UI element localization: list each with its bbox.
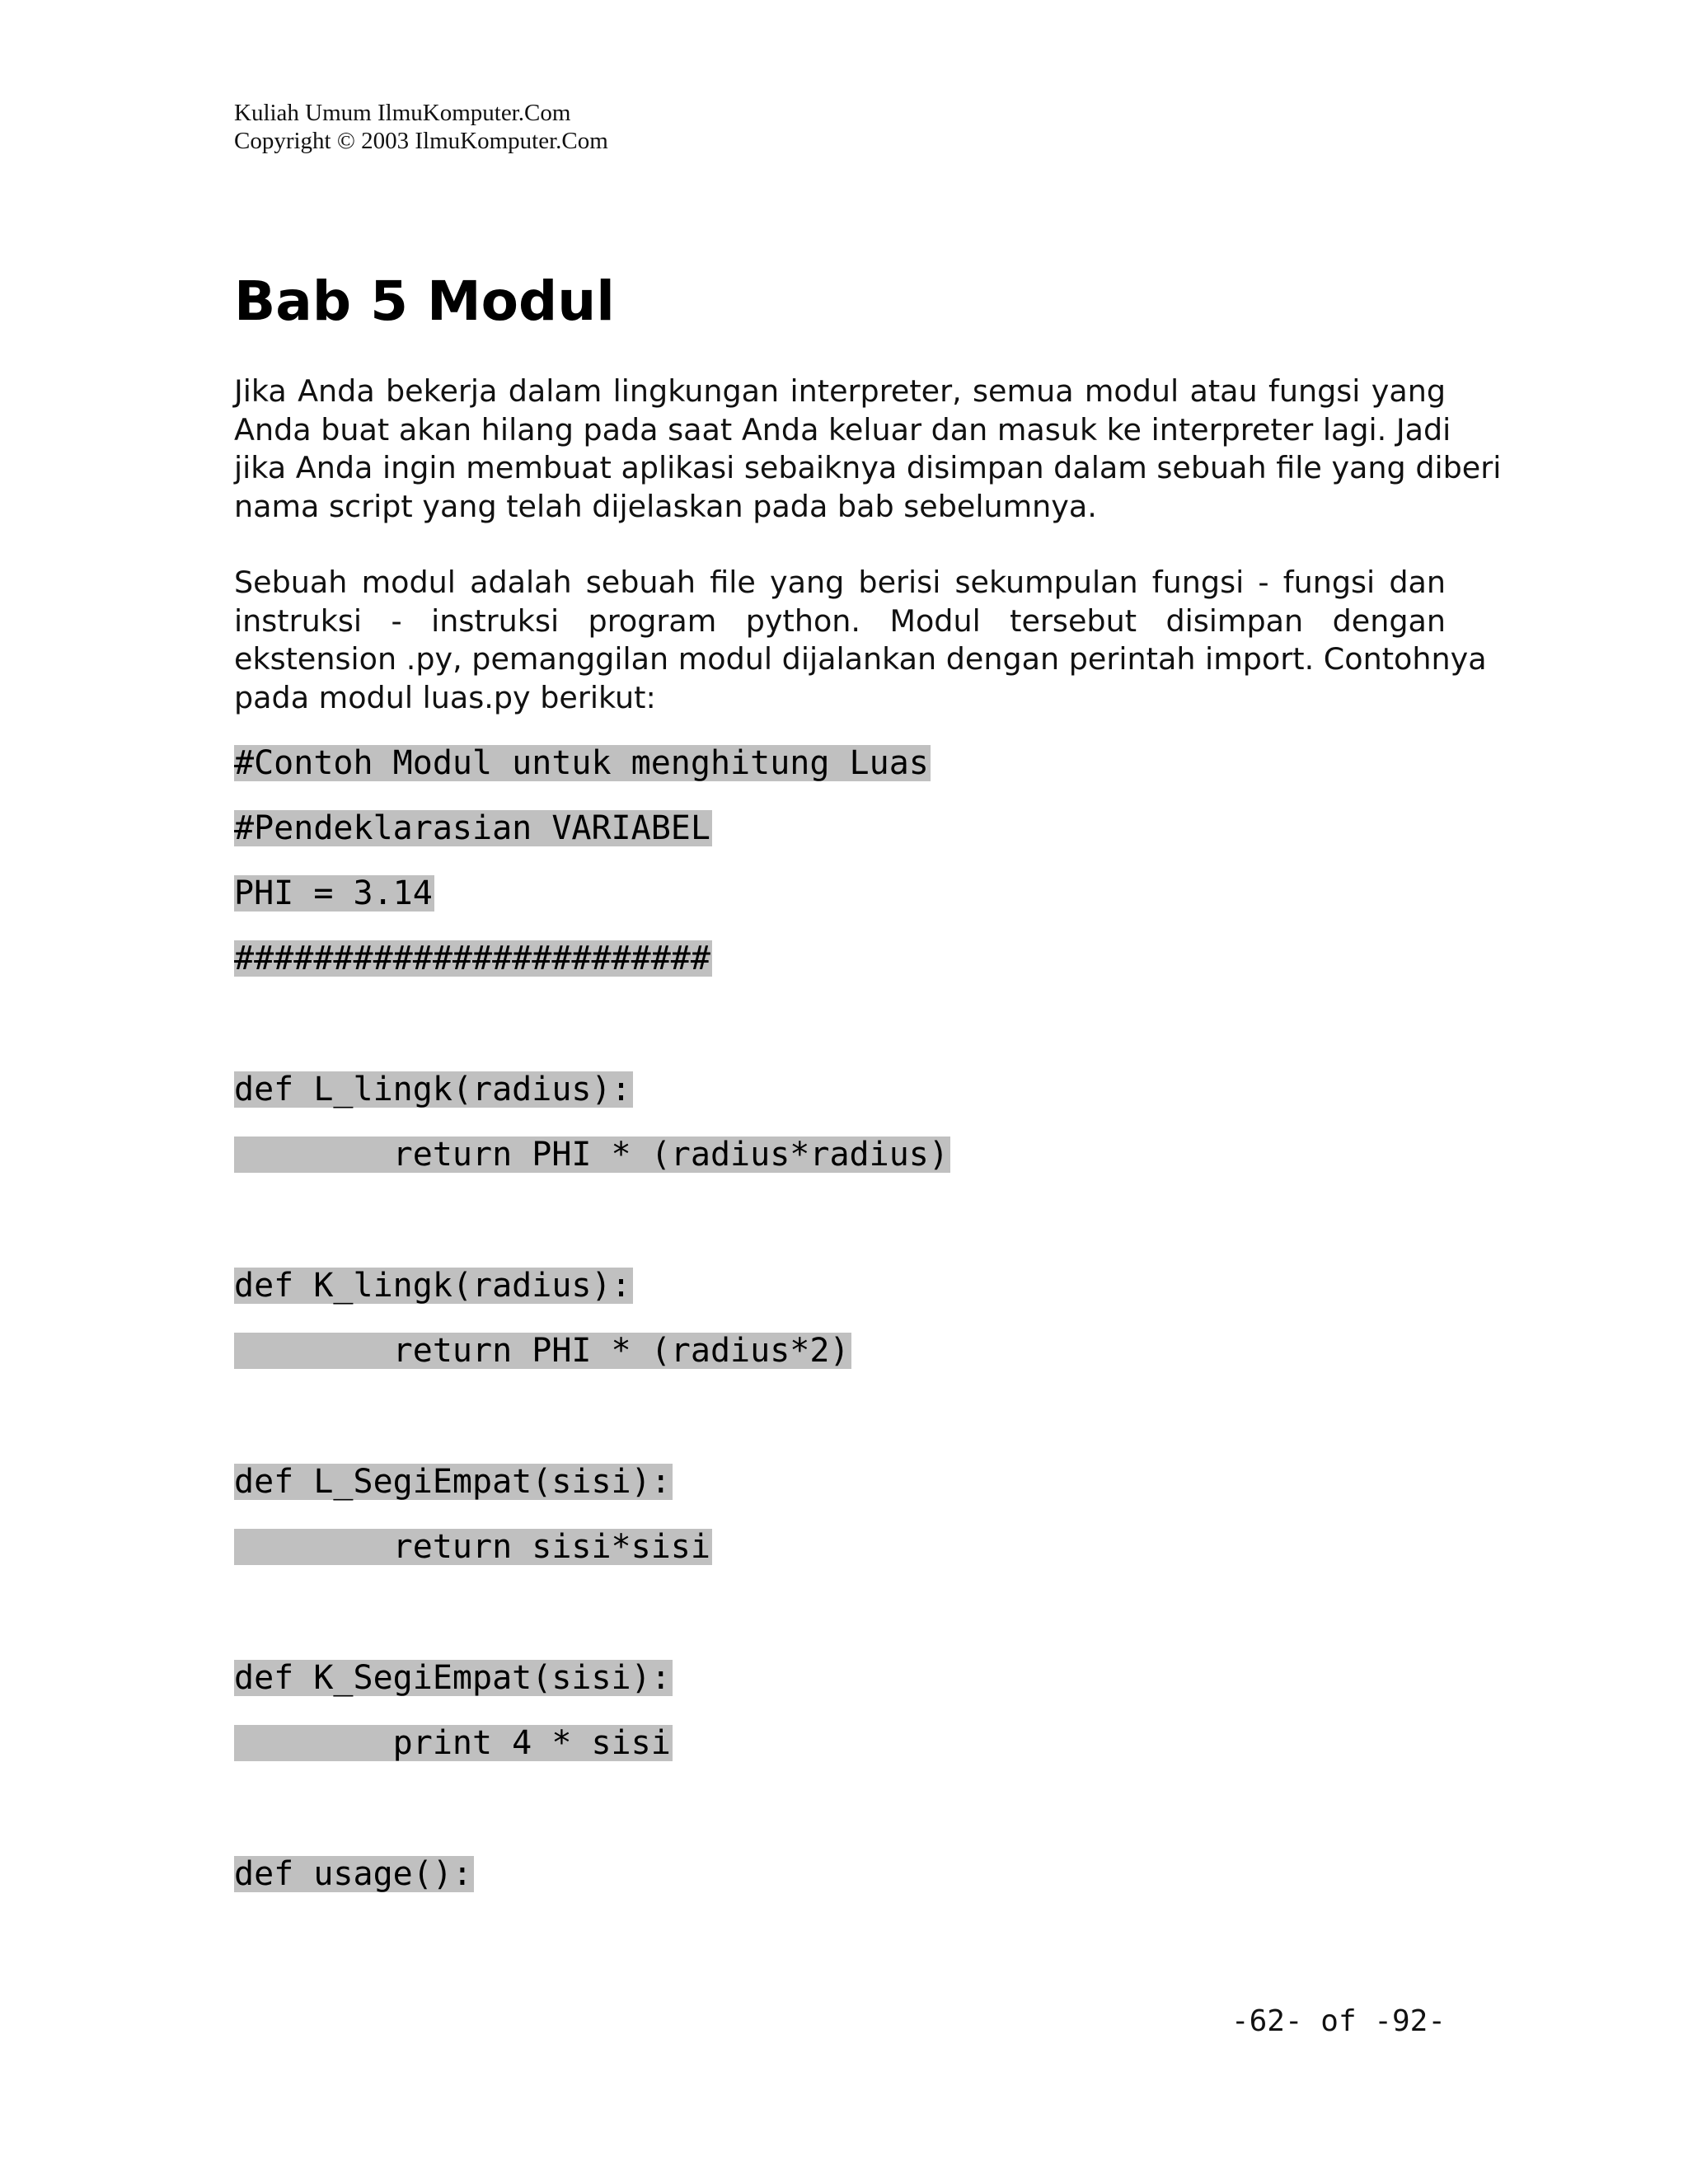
paragraph-line: ekstension .py, pemanggilan modul dijalankan dengan perintah import. Contohnya: [234, 641, 1487, 677]
page-number: -62- of -92-: [1231, 2004, 1446, 2038]
chapter-title: Bab 5 Modul: [234, 269, 615, 333]
paragraph-line: Jika Anda bekerja dalam lingkungan interpreter, semua modul atau fungsi yang: [234, 373, 1446, 409]
paragraph-line: Anda buat akan hilang pada saat Anda keluar dan masuk ke interpreter lagi. Jadi: [234, 411, 1451, 448]
code-line: def L_lingk(radius):: [234, 1071, 631, 1108]
code-line: #Pendeklarasian VARIABEL: [234, 809, 710, 847]
paragraph-line: Sebuah modul adalah sebuah file yang berisi sekumpulan fungsi - fungsi dan: [234, 565, 1446, 600]
code-line: def usage():: [234, 1855, 472, 1893]
code-line: print 4 * sisi: [234, 1724, 671, 1762]
header-course-line: Kuliah Umum IlmuKomputer.Com: [234, 100, 571, 126]
module-paragraph: [234, 564, 1487, 717]
paragraph-line: pada modul luas.py berikut:: [234, 679, 656, 715]
code-line: return PHI * (radius*2): [234, 1332, 850, 1370]
code-line: def L_SegiEmpat(sisi):: [234, 1463, 671, 1501]
code-line: #Contoh Modul untuk menghitung Luas: [234, 744, 929, 782]
code-line: return sisi*sisi: [234, 1528, 710, 1566]
paragraph-line: instruksi - instruksi program python. Modul tersebut disimpan dengan: [234, 602, 1446, 639]
code-line: ########################: [234, 940, 710, 977]
code-line: def K_lingk(radius):: [234, 1267, 631, 1305]
paragraph-line: nama script yang telah dijelaskan pada bab sebelumnya.: [234, 488, 1097, 524]
code-line: return PHI * (radius*radius): [234, 1136, 949, 1174]
code-line: def K_SegiEmpat(sisi):: [234, 1659, 671, 1697]
paragraph-line: jika Anda ingin membuat aplikasi sebaiknya disimpan dalam sebuah file yang diberi: [234, 450, 1502, 485]
header-copyright-line: Copyright © 2003 IlmuKomputer.Com: [234, 128, 608, 154]
intro-paragraph: [234, 373, 1502, 526]
code-line: PHI = 3.14: [234, 874, 433, 912]
